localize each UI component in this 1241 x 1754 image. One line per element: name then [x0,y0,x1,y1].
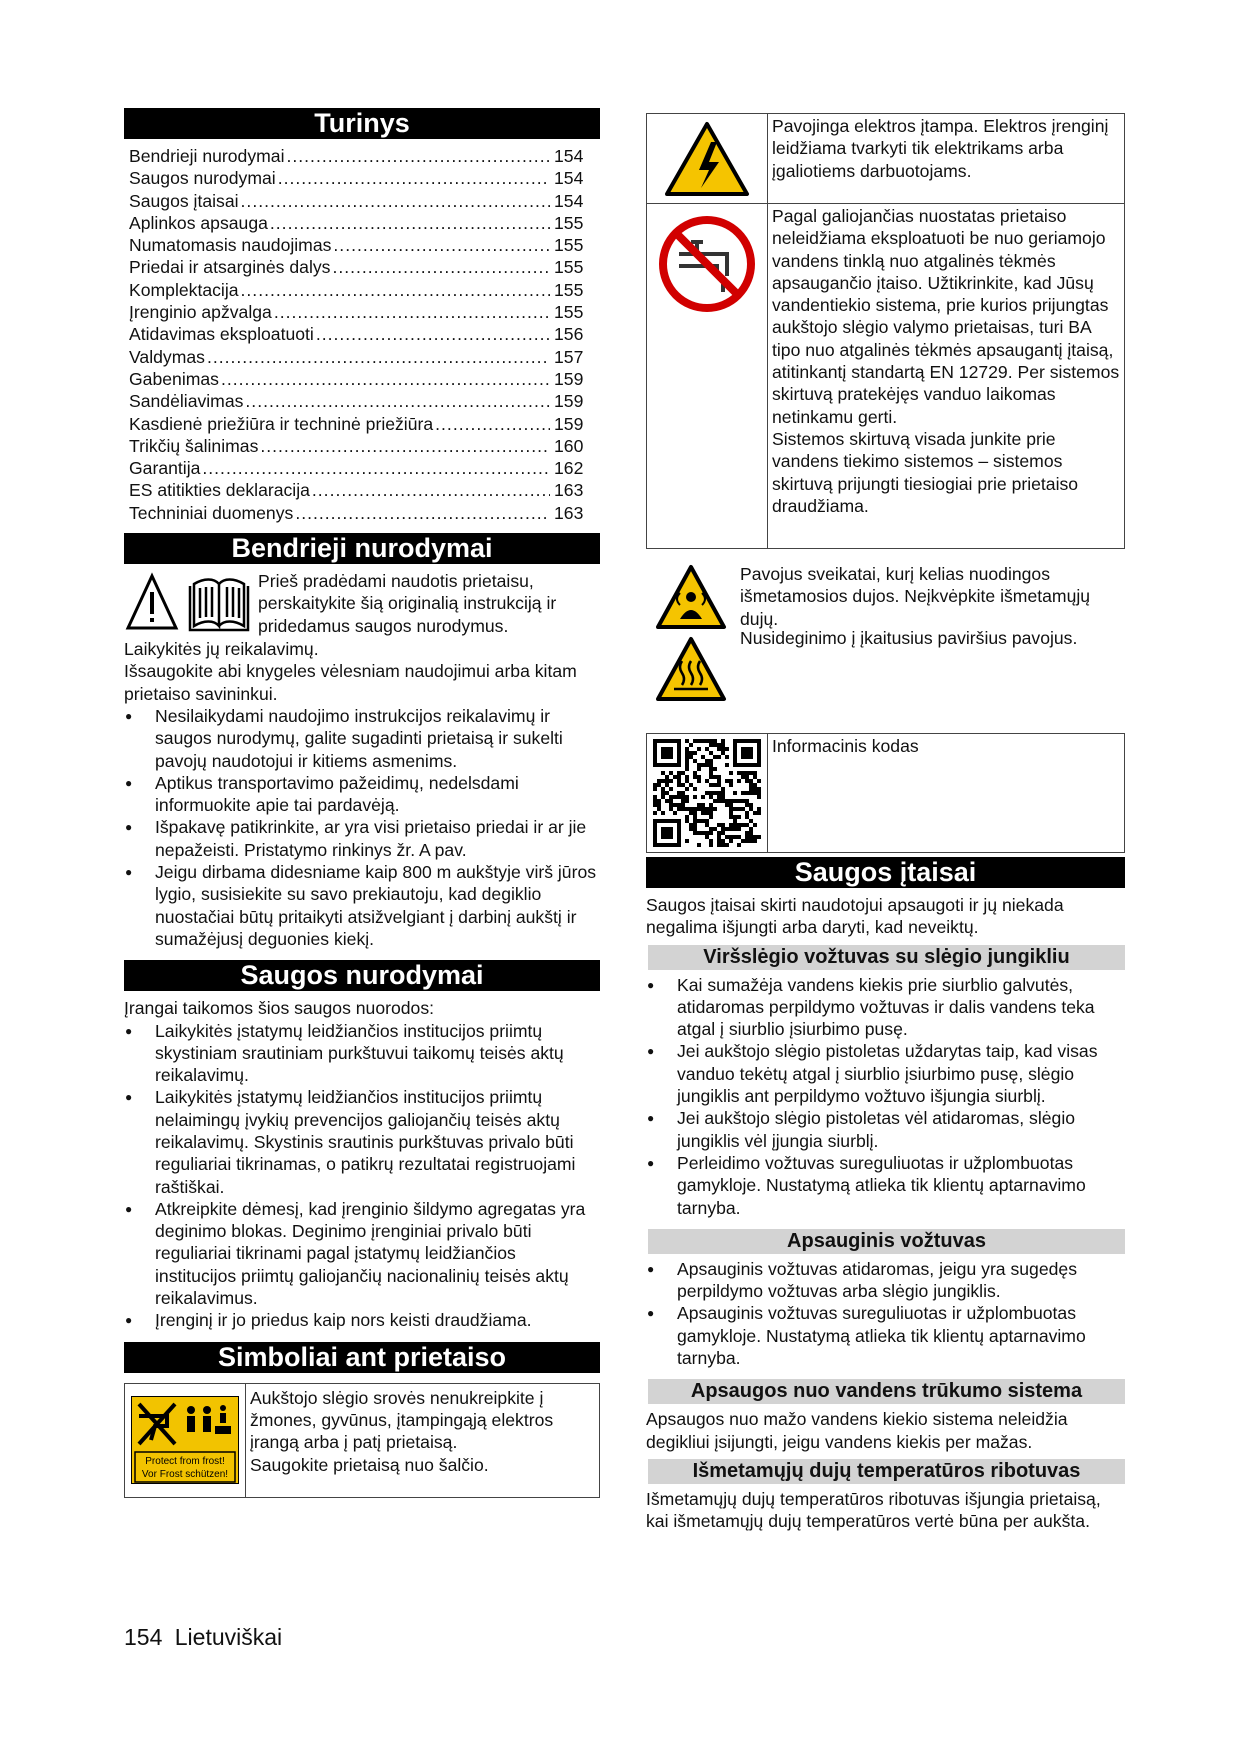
table-of-contents [129,145,600,524]
gas-warning-text: Pavojus sveikatai, kurį kelias nuodingos išmetamosios dujos. Neįkvėpkite išmetamųjų dujų. [740,564,1091,629]
toxic-gas-icon [654,563,728,631]
page-footer [124,1624,282,1651]
toc-entry-title: Priedai ir atsarginės dalys [129,257,331,278]
gas-warning [646,563,1125,635]
list-item: ● Laikykitės įstatymų leidžiančios institucijos priimtų nelaimingų įvykių prevencijos galiojančių teisės aktų reikalavimų. Skystinis srautinis purkštuvas privalo būti reguliariai tikrinamas, o patikrų rezultatai registruojami raštiškai. [124,1086,600,1197]
toc-entry[interactable] [129,167,600,189]
list-item: ● Išpakavę patikrinkite, ar yra visi prietaiso priedai ir ar jie nepažeisti. Pristatymo rinkinys žr. A pav. [124,816,600,861]
toc-entry-page: 157 [554,346,584,367]
page-number: 154 [124,1624,163,1650]
toc-entry-page: 162 [554,458,584,479]
toc-entry-page: 159 [554,413,584,434]
safety-valve-bullets [646,1258,1125,1369]
toc-entry[interactable] [129,190,600,212]
list-item: ● Jei aukštojo slėgio pistoletas uždarytas taip, kad visas vanduo tekėtų atgal į siurblio įsiurbimo pusę, slėgio jungiklis ant perpildymo vožtuvo išjungia siurblį. [646,1040,1125,1107]
toc-entry-page: 154 [554,190,584,211]
toc-entry-page: 159 [554,391,584,412]
safety-valve-heading: Apsauginis vožtuvas [648,1229,1125,1254]
qr-code-icon [653,739,761,847]
toc-entry-page: 163 [554,502,584,523]
toc-entry-title: Saugos nurodymai [129,168,276,189]
list-item: ● Kai sumažėja vandens kiekis prie siurblio galvutės, atidaromas perpildymo vožtuvas ir dalis vandens teka atgal į siurblio įsiurbimo pusę. [646,974,1125,1041]
toc-entry-page: 156 [554,324,584,345]
list-item: ● Nesilaikydami naudojimo instrukcijos reikalavimų ir saugos nurodymų, galite sugadinti prietaisą ir sukelti pavojų naudotojui ir kitiems asmenims. [124,705,600,772]
list-item: ● Apsauginis vožtuvas sureguliuotas ir užplombuotas gamykloje. Nustatymą atlieka tik klientų aptarnavimo tarnyba. [646,1302,1125,1369]
toc-entry-title: Gabenimas [129,368,219,389]
qr-code-box [646,733,1125,853]
toc-entry-title: Įrenginio apžvalga [129,302,272,323]
safety-bullets [124,1020,600,1332]
toc-entry[interactable] [129,256,600,278]
label-text-2: Vor Frost schützen! [141,1469,229,1481]
toc-entry-page: 154 [554,146,584,166]
high-voltage-icon [663,120,751,198]
general-intro-text: Prieš pradėdami naudotis prietaisu, perskaitykite šią originalią instrukciją ir pridedamus saugos nurodymus. [258,571,557,636]
toc-entry-page: 154 [554,168,584,189]
general-paragraph-2: Išsaugokite abi knygeles vėlesniam naudojimui arba kitam prietaiso savininkui. [124,661,577,704]
toc-entry-page: 160 [554,435,584,456]
toc-entry-title: ES atitikties deklaracija [129,480,310,501]
list-item: ● Apsauginis vožtuvas atidaromas, jeigu yra sugedęs perpildymo vožtuvas arba slėgio jungiklis. [646,1258,1125,1303]
toc-entry[interactable] [129,145,600,167]
toc-entry-page: 163 [554,480,584,501]
list-item: ● Įrenginį ir jo priedus kaip nors keisti draudžiama. [124,1309,600,1331]
water-warning-text-1: Pagal galiojančias nuostatas prietaiso neleidžiama eksploatuoti be nuo geriamojo vandens tinklą nuo atgalinės tėkmės apsaugančio įtaiso. Užtikrinkite, kad Jūsų vandentiekio sistema, prie kurios prijungtas aukštojo slėgio valymo prietaisas, turi BA tipo nuo atgalinės tėkmės apsaugantį įtaisą, atitinkantį standartą EN 12729. Per sistemos skirtuvą pratekėjęs vanduo laikomas netinkamu gerti. [772,206,1120,427]
qr-code-text: Informacinis kodas [772,736,919,756]
overpressure-valve-heading: Viršslėgio vožtuvas su slėgio jungikliu [648,945,1125,970]
manual-book-icon [190,580,248,631]
toc-entry[interactable] [129,234,600,256]
no-spray-frost-label-icon [131,1396,239,1484]
toc-entry-page: 155 [554,302,584,323]
toc-entry[interactable] [129,368,600,390]
toc-entry-page: 155 [554,235,584,256]
symbols-box [124,1383,600,1498]
toc-entry[interactable] [129,212,600,234]
toc-entry[interactable] [129,301,600,323]
list-item: ● Laikykitės įstatymų leidžiančios institucijos priimtų skystiniam srautiniam purkštuvui taikomų teisės aktų reikalavimų. [124,1020,600,1087]
exhaust-temp-heading: Išmetamųjų dujų temperatūros ribotuvas [648,1459,1125,1484]
general-heading: Bendrieji nurodymai [124,533,600,564]
language-label: Lietuviškai [174,1624,283,1650]
safety-intro: Įrangai taikomos šios saugos nuorodos: [124,998,435,1019]
list-item: ● Atkreipkite dėmesį, kad įrenginio šildymo agregatas yra deginimo blokas. Deginimo įrenginiai privalo būti reguliariai tikrinami pagal įstatymų leidžiančios institucijos priimtų galiojančių nacionalinių teisės aktų reikalavimus. [124,1198,600,1309]
water-warning-box [646,203,1125,549]
right-column [646,113,1125,1533]
hot-surface-text: Nusideginimo į įkaitusius paviršius pavojus. [740,628,1078,648]
toc-entry[interactable] [129,279,600,301]
read-manual-icons [124,570,256,638]
toc-entry-title: Garantija [129,458,201,479]
people-icon [187,1405,231,1434]
hot-surface-warning [646,628,1125,715]
warning-triangle-icon [128,576,176,628]
general-bullets [124,705,600,950]
water-shortage-heading: Apsaugos nuo vandens trūkumo sistema [648,1379,1125,1404]
toc-entry-title: Komplektacija [129,279,239,300]
list-item: ● Jeigu dirbama didesniame kaip 800 m aukštyje virš jūros lygio, susisiekite su savo prekiautoju, kad degiklio nuostačiai būtų pritaikyti atsižvelgiant į darbinį aukštį ir sumažėjusį deguonies kiekį. [124,861,600,950]
toc-entry-title: Kasdienė priežiūra ir techninė priežiūra [129,413,434,434]
hot-surface-icon [654,635,728,703]
left-column [124,108,600,1498]
symbols-heading: Simboliai ant prietaiso [124,1342,600,1373]
list-item: ● Perleidimo vožtuvas sureguliuotas ir užplombuotas gamykloje. Nustatymą atlieka tik klientų aptarnavimo tarnyba. [646,1152,1125,1219]
toc-entry-title: Trikčių šalinimas [129,435,259,456]
toc-entry-title: Valdymas [129,346,205,367]
devices-intro: Saugos įtaisai skirti naudotojui apsaugoti ir jų niekada negalima išjungti arba daryti, kad neveiktų. [646,895,1064,938]
toc-entry[interactable] [129,435,600,457]
electric-warning-text: Pavojinga elektros įtampa. Elektros įrenginį leidžiama tvarkyti tik elektrikams arba įgaliotiems darbuotojams. [772,116,1109,181]
symbols-text-2: Saugokite prietaisą nuo šalčio. [250,1454,489,1475]
water-warning-text-2: Sistemos skirtuvą visada junkite prie vandens tiekimo sistemos – sistemos skirtuvą prijungti tiesiogiai prie prietaiso draudžiama. [772,428,1079,516]
toc-entry-title: Aplinkos apsauga [129,212,268,233]
toc-entry[interactable] [129,457,600,479]
water-shortage-text: Apsaugos nuo mažo vandens kiekio sistema neleidžia degikliui įsijungti, jeigu vandens kiekis per mažas. [646,1409,1068,1452]
general-intro [124,570,600,638]
list-item: ● Jei aukštojo slėgio pistoletas vėl atidaromas, slėgio jungiklis vėl įjungia siurblį. [646,1107,1125,1152]
toc-entry-page: 155 [554,212,584,233]
toc-entry[interactable] [129,346,600,368]
general-paragraph-1: Laikykitės jų reikalavimų. [124,639,319,660]
toc-entry-title: Bendrieji nurodymai [129,146,285,166]
toc-entry[interactable] [129,323,600,345]
symbols-text-1: Aukštojo slėgio srovės nenukreipkite į žmones, gyvūnus, įtampingąją elektros įrangą arba į patį prietaisą. [250,1387,554,1453]
toc-entry-page: 155 [554,279,584,300]
toc-entry-title: Sandėliavimas [129,391,244,412]
toc-entry[interactable] [129,390,600,412]
toc-entry-title: Numatomasis naudojimas [129,235,332,256]
toc-entry-page: 159 [554,368,584,389]
toc-heading: Turinys [124,108,600,139]
list-item: ● Aptikus transportavimo pažeidimų, nedelsdami informuokite apie tai pardavėją. [124,772,600,817]
safety-heading: Saugos nurodymai [124,960,600,991]
toc-entry[interactable] [129,413,600,435]
no-drinking-water-connection-icon [657,214,757,314]
toc-entry-title: Techniniai duomenys [129,502,294,523]
exhaust-temp-text: Išmetamųjų dujų temperatūros ribotuvas išjungia prietaisą, kai išmetamųjų dujų temperatūros vertė būna per aukšta. [646,1488,1101,1532]
toc-entry[interactable] [129,479,600,501]
toc-entry-title: Atidavimas eksploatuoti [129,324,314,345]
devices-heading: Saugos įtaisai [646,857,1125,888]
toc-entry-page: 155 [554,257,584,278]
label-text-1: Protect from frost! [145,1456,225,1468]
toc-entry-title: Saugos įtaisai [129,190,239,211]
toc-entry[interactable] [129,502,600,524]
electric-warning-box [646,113,1125,203]
overpressure-bullets [646,974,1125,1219]
